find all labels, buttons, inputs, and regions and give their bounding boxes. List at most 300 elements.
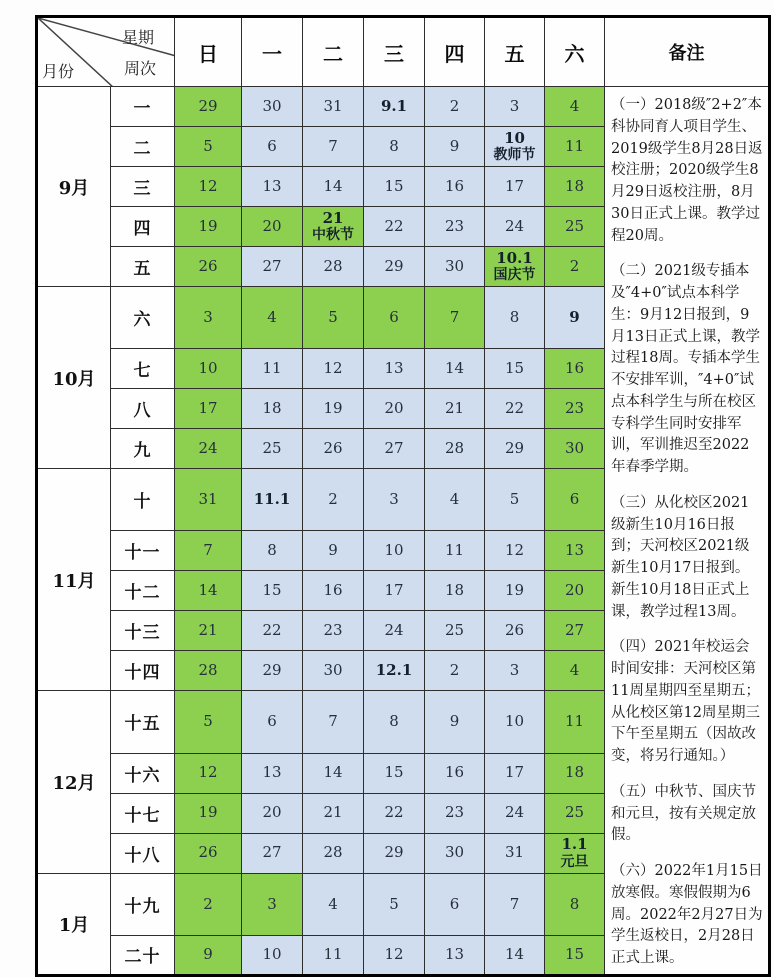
day-number: 11 — [444, 541, 465, 560]
day-number: 27 — [384, 439, 404, 458]
day-number: 6 — [267, 136, 277, 155]
day-number: 28 — [198, 661, 218, 680]
day-cell — [364, 207, 425, 247]
month-label: 9月 — [37, 87, 111, 287]
day-number: 15 — [564, 945, 585, 964]
day-number: 24 — [198, 439, 218, 458]
day-cell — [425, 349, 485, 389]
day-cell — [425, 935, 485, 975]
day-cell — [242, 873, 303, 935]
day-cell — [303, 833, 364, 873]
day-number: 12 — [504, 541, 525, 560]
day-number: 22 — [262, 621, 282, 640]
day-number: 29 — [198, 96, 218, 115]
day-number: 13 — [564, 541, 585, 560]
day-cell — [425, 247, 485, 287]
day-number: 4 — [449, 490, 460, 509]
calendar-week-row — [37, 87, 770, 127]
week-number-label: 十二 — [111, 571, 175, 611]
day-cell — [425, 691, 485, 753]
day-number: 31 — [323, 96, 343, 115]
week-number-label: 八 — [111, 389, 175, 429]
day-number: 14 — [504, 945, 525, 964]
day-cell — [364, 753, 425, 793]
day-number: 12 — [198, 763, 218, 782]
day-cell — [545, 247, 605, 287]
day-number: 11 — [262, 359, 282, 378]
day-number: 30 — [262, 96, 282, 115]
day-cell — [545, 793, 605, 833]
day-cell — [303, 571, 364, 611]
day-number: 30 — [444, 843, 465, 862]
day-number: 15 — [504, 359, 525, 378]
day-number: 8 — [389, 712, 399, 731]
day-cell — [364, 389, 425, 429]
day-cell — [303, 247, 364, 287]
week-number-label: 十四 — [111, 651, 175, 691]
day-number: 12.1 — [375, 661, 413, 680]
day-cell — [485, 247, 545, 287]
day-cell — [545, 691, 605, 753]
day-cell — [364, 935, 425, 975]
day-cell — [242, 349, 303, 389]
day-cell — [485, 349, 545, 389]
week-number-label: 九 — [111, 429, 175, 469]
day-number: 12 — [384, 945, 404, 964]
day-cell — [303, 127, 364, 167]
day-cell — [303, 349, 364, 389]
day-cell — [303, 611, 364, 651]
day-cell — [175, 691, 242, 753]
day-cell — [175, 793, 242, 833]
corner-weeknum-label: 周次 — [124, 59, 157, 78]
day-number: 20 — [262, 803, 282, 822]
day-number: 16 — [444, 176, 465, 195]
day-cell — [425, 127, 485, 167]
day-cell — [242, 651, 303, 691]
day-cell — [545, 389, 605, 429]
day-number: 4 — [569, 96, 580, 115]
day-number: 29 — [504, 439, 525, 458]
day-number: 22 — [384, 803, 404, 822]
month-label: 12月 — [37, 691, 111, 873]
day-number: 7 — [203, 541, 213, 560]
day-cell — [485, 691, 545, 753]
day-number: 11 — [564, 136, 585, 155]
day-cell — [303, 207, 364, 247]
day-number: 19 — [323, 399, 343, 418]
day-cell — [485, 531, 545, 571]
week-number-label: 五 — [111, 247, 175, 287]
week-number-label: 二 — [111, 127, 175, 167]
day-number: 6 — [389, 307, 399, 326]
day-number: 9 — [203, 945, 213, 964]
day-number: 5 — [328, 307, 338, 326]
day-number: 14 — [198, 581, 218, 600]
day-cell — [425, 207, 485, 247]
day-number: 23 — [323, 621, 343, 640]
day-cell — [242, 935, 303, 975]
day-cell — [175, 571, 242, 611]
day-number: 24 — [504, 803, 525, 822]
day-cell — [242, 167, 303, 207]
day-cell — [303, 873, 364, 935]
day-number: 12 — [323, 359, 343, 378]
day-number: 15 — [384, 176, 404, 195]
day-cell — [175, 167, 242, 207]
week-number-label: 十一 — [111, 531, 175, 571]
day-number: 27 — [564, 621, 585, 640]
day-number: 18 — [564, 763, 585, 782]
day-number: 11 — [564, 712, 585, 731]
week-number-label: 十八 — [111, 833, 175, 873]
day-cell — [545, 287, 605, 349]
day-number: 19 — [198, 803, 218, 822]
day-cell — [175, 429, 242, 469]
day-cell — [485, 833, 545, 873]
day-number: 31 — [198, 490, 218, 509]
day-number: 18 — [444, 581, 465, 600]
day-number: 11.1 — [253, 490, 291, 509]
day-cell — [242, 207, 303, 247]
day-number: 3 — [509, 661, 520, 680]
day-number: 21 — [198, 621, 218, 640]
day-cell — [242, 247, 303, 287]
day-number: 5 — [203, 712, 213, 731]
day-number: 24 — [384, 621, 404, 640]
day-cell — [242, 793, 303, 833]
day-number: 22 — [384, 216, 404, 235]
note-item: （一）2018级″2+2″本科协同育人项目学生、2019级学生8月28日返校注册；2020级学生8月29日返校注册，8月30日正式上课。教学过程20周。 — [611, 97, 763, 244]
day-header-sun: 日 — [175, 17, 242, 87]
month-label: 11月 — [37, 469, 111, 691]
day-cell — [364, 127, 425, 167]
day-number: 29 — [262, 661, 282, 680]
day-cell — [545, 469, 605, 531]
day-cell — [364, 793, 425, 833]
day-cell — [485, 127, 545, 167]
day-cell — [364, 247, 425, 287]
day-number: 2 — [203, 894, 213, 913]
day-number: 9 — [569, 307, 580, 326]
day-number: 26 — [198, 256, 218, 275]
corner-month-label: 月份 — [42, 62, 75, 81]
day-number: 14 — [323, 763, 343, 782]
day-number: 10 — [504, 128, 525, 147]
day-cell — [303, 167, 364, 207]
day-number: 28 — [323, 843, 343, 862]
day-number: 3 — [389, 490, 399, 509]
day-number: 22 — [504, 399, 525, 418]
day-number: 8 — [389, 136, 399, 155]
day-cell — [425, 833, 485, 873]
day-number: 13 — [262, 176, 282, 195]
day-cell — [303, 429, 364, 469]
day-number: 14 — [444, 359, 465, 378]
day-cell — [425, 571, 485, 611]
day-number: 2 — [449, 96, 460, 115]
day-cell — [425, 531, 485, 571]
day-cell — [364, 571, 425, 611]
day-cell — [545, 207, 605, 247]
day-cell — [175, 349, 242, 389]
day-number: 2 — [328, 490, 338, 509]
day-cell — [545, 833, 605, 873]
day-number: 25 — [444, 621, 465, 640]
day-cell — [425, 429, 485, 469]
day-cell — [485, 389, 545, 429]
day-cell — [485, 793, 545, 833]
notes-column — [605, 87, 770, 976]
day-cell — [425, 753, 485, 793]
day-cell — [364, 531, 425, 571]
week-number-label: 十九 — [111, 873, 175, 935]
day-cell — [545, 349, 605, 389]
day-cell — [485, 167, 545, 207]
day-cell — [485, 611, 545, 651]
academic-calendar — [35, 15, 771, 977]
day-number: 4 — [328, 894, 338, 913]
day-number: 10 — [198, 359, 218, 378]
day-header-wed: 三 — [364, 17, 425, 87]
day-cell — [364, 287, 425, 349]
holiday-name: 国庆节 — [493, 267, 536, 284]
day-cell — [545, 651, 605, 691]
day-number: 23 — [444, 216, 465, 235]
day-number: 9 — [449, 712, 460, 731]
day-number: 24 — [504, 216, 525, 235]
day-number: 15 — [384, 763, 404, 782]
day-number: 4 — [267, 307, 277, 326]
day-header-tue: 二 — [303, 17, 364, 87]
day-cell — [175, 935, 242, 975]
day-cell — [364, 691, 425, 753]
day-number: 28 — [323, 256, 343, 275]
day-number: 23 — [564, 399, 585, 418]
day-cell — [425, 611, 485, 651]
week-number-label: 十三 — [111, 611, 175, 651]
day-cell — [175, 753, 242, 793]
day-cell — [485, 429, 545, 469]
day-cell — [545, 873, 605, 935]
day-number: 5 — [389, 894, 399, 913]
day-cell — [242, 389, 303, 429]
day-number: 16 — [564, 359, 585, 378]
day-number: 21 — [444, 399, 465, 418]
day-cell — [175, 127, 242, 167]
day-number: 28 — [444, 439, 465, 458]
day-cell — [364, 167, 425, 207]
header-row — [37, 17, 770, 87]
day-number: 2 — [569, 256, 580, 275]
day-cell — [242, 833, 303, 873]
corner-weekday-label: 星期 — [122, 28, 155, 47]
day-cell — [545, 167, 605, 207]
day-number: 1.1 — [561, 835, 588, 854]
day-number: 16 — [323, 581, 343, 600]
day-cell — [485, 469, 545, 531]
day-number: 10 — [504, 712, 525, 731]
week-number-label: 四 — [111, 207, 175, 247]
day-number: 12 — [198, 176, 218, 195]
day-cell — [364, 469, 425, 531]
day-cell — [545, 935, 605, 975]
day-number: 27 — [262, 256, 282, 275]
day-cell — [242, 531, 303, 571]
day-number: 9 — [449, 136, 460, 155]
day-cell — [303, 753, 364, 793]
day-number: 10.1 — [496, 248, 533, 267]
day-number: 26 — [504, 621, 525, 640]
day-number: 16 — [444, 763, 465, 782]
day-cell — [303, 793, 364, 833]
month-label: 10月 — [37, 287, 111, 469]
day-cell — [364, 87, 425, 127]
day-cell — [242, 753, 303, 793]
day-number: 30 — [564, 439, 585, 458]
day-cell — [485, 207, 545, 247]
day-number: 8 — [569, 894, 580, 913]
day-number: 11 — [323, 945, 343, 964]
day-cell — [545, 571, 605, 611]
day-number: 2 — [449, 661, 460, 680]
notes-header: 备注 — [605, 17, 770, 87]
day-number: 23 — [444, 803, 465, 822]
day-cell — [545, 87, 605, 127]
day-number: 20 — [384, 399, 404, 418]
day-number: 19 — [198, 216, 218, 235]
day-number: 10 — [384, 541, 404, 560]
holiday-name: 元旦 — [560, 853, 589, 870]
day-cell — [303, 935, 364, 975]
day-number: 18 — [262, 399, 282, 418]
day-number: 17 — [504, 763, 525, 782]
day-cell — [545, 611, 605, 651]
day-cell — [242, 469, 303, 531]
day-number: 17 — [504, 176, 525, 195]
day-cell — [175, 873, 242, 935]
day-cell — [485, 651, 545, 691]
day-header-fri: 五 — [485, 17, 545, 87]
note-item: （五）中秋节、国庆节和元旦，按有关规定放假。 — [611, 783, 756, 844]
day-number: 20 — [564, 581, 585, 600]
day-cell — [175, 207, 242, 247]
day-number: 3 — [203, 307, 213, 326]
day-number: 13 — [444, 945, 465, 964]
day-number: 9 — [328, 541, 338, 560]
day-cell — [364, 429, 425, 469]
day-number: 3 — [267, 894, 277, 913]
day-cell — [175, 611, 242, 651]
day-number: 26 — [198, 843, 218, 862]
day-number: 29 — [384, 256, 404, 275]
month-label: 1月 — [37, 873, 111, 975]
day-cell — [425, 873, 485, 935]
day-number: 6 — [449, 894, 460, 913]
day-cell — [545, 127, 605, 167]
day-number: 25 — [262, 439, 282, 458]
note-item: （二）2021级专插本及″4+0″试点本科学生：9月12日报到，9月13日正式上课，教学过程18周。专插本学生不安排军训，″4+0″试点本科学生与所在校区专科学生同时安排军训，军训推迟至2022年春季学期。 — [611, 263, 760, 475]
day-number: 25 — [564, 216, 585, 235]
day-cell — [485, 935, 545, 975]
day-cell — [425, 167, 485, 207]
day-cell — [485, 87, 545, 127]
day-cell — [175, 389, 242, 429]
note-item: （四）2021年校运会时间安排：天河校区第11周星期四至星期五；从化校区第12周星期三下午至星期五（因故改变，将另行通知。） — [611, 639, 760, 764]
holiday-name: 教师节 — [493, 147, 536, 164]
day-number: 25 — [564, 803, 585, 822]
day-cell — [364, 833, 425, 873]
day-number: 10 — [262, 945, 282, 964]
day-header-sat: 六 — [545, 17, 605, 87]
day-cell — [175, 247, 242, 287]
day-number: 19 — [504, 581, 525, 600]
day-number: 13 — [384, 359, 404, 378]
day-number: 7 — [449, 307, 460, 326]
day-cell — [364, 611, 425, 651]
day-cell — [303, 651, 364, 691]
day-number: 14 — [323, 176, 343, 195]
day-number: 7 — [328, 712, 338, 731]
day-number: 5 — [509, 490, 520, 509]
day-cell — [425, 87, 485, 127]
day-cell — [303, 287, 364, 349]
day-cell — [242, 127, 303, 167]
day-number: 6 — [267, 712, 277, 731]
day-number: 9.1 — [380, 96, 408, 115]
day-cell — [425, 287, 485, 349]
day-cell — [175, 287, 242, 349]
day-cell — [175, 531, 242, 571]
day-cell — [485, 873, 545, 935]
day-number: 15 — [262, 581, 282, 600]
week-number-label: 一 — [111, 87, 175, 127]
day-cell — [545, 753, 605, 793]
day-number: 31 — [504, 843, 525, 862]
day-cell — [425, 651, 485, 691]
day-cell — [303, 87, 364, 127]
week-number-label: 二十 — [111, 935, 175, 975]
day-number: 27 — [262, 843, 282, 862]
day-cell — [242, 611, 303, 651]
note-item: （六）2022年1月15日放寒假。寒假假期为6周。2022年2月27日为学生返校日，2月28日正式上课。 — [611, 863, 763, 966]
day-number: 13 — [262, 763, 282, 782]
day-cell — [303, 469, 364, 531]
day-number: 5 — [203, 136, 213, 155]
day-number: 21 — [323, 803, 343, 822]
day-cell — [485, 287, 545, 349]
day-cell — [242, 429, 303, 469]
day-number: 20 — [262, 216, 282, 235]
day-cell — [303, 531, 364, 571]
day-cell — [242, 287, 303, 349]
week-number-label: 六 — [111, 287, 175, 349]
day-number: 3 — [509, 96, 520, 115]
day-header-thu: 四 — [425, 17, 485, 87]
week-number-label: 十五 — [111, 691, 175, 753]
day-cell — [242, 571, 303, 611]
day-number: 26 — [323, 439, 343, 458]
day-cell — [545, 531, 605, 571]
day-number: 7 — [509, 894, 520, 913]
corner-cell — [37, 17, 175, 87]
holiday-name: 中秋节 — [312, 227, 354, 244]
day-cell — [425, 389, 485, 429]
day-number: 8 — [509, 307, 520, 326]
day-cell — [425, 469, 485, 531]
day-cell — [303, 691, 364, 753]
day-number: 4 — [569, 661, 580, 680]
